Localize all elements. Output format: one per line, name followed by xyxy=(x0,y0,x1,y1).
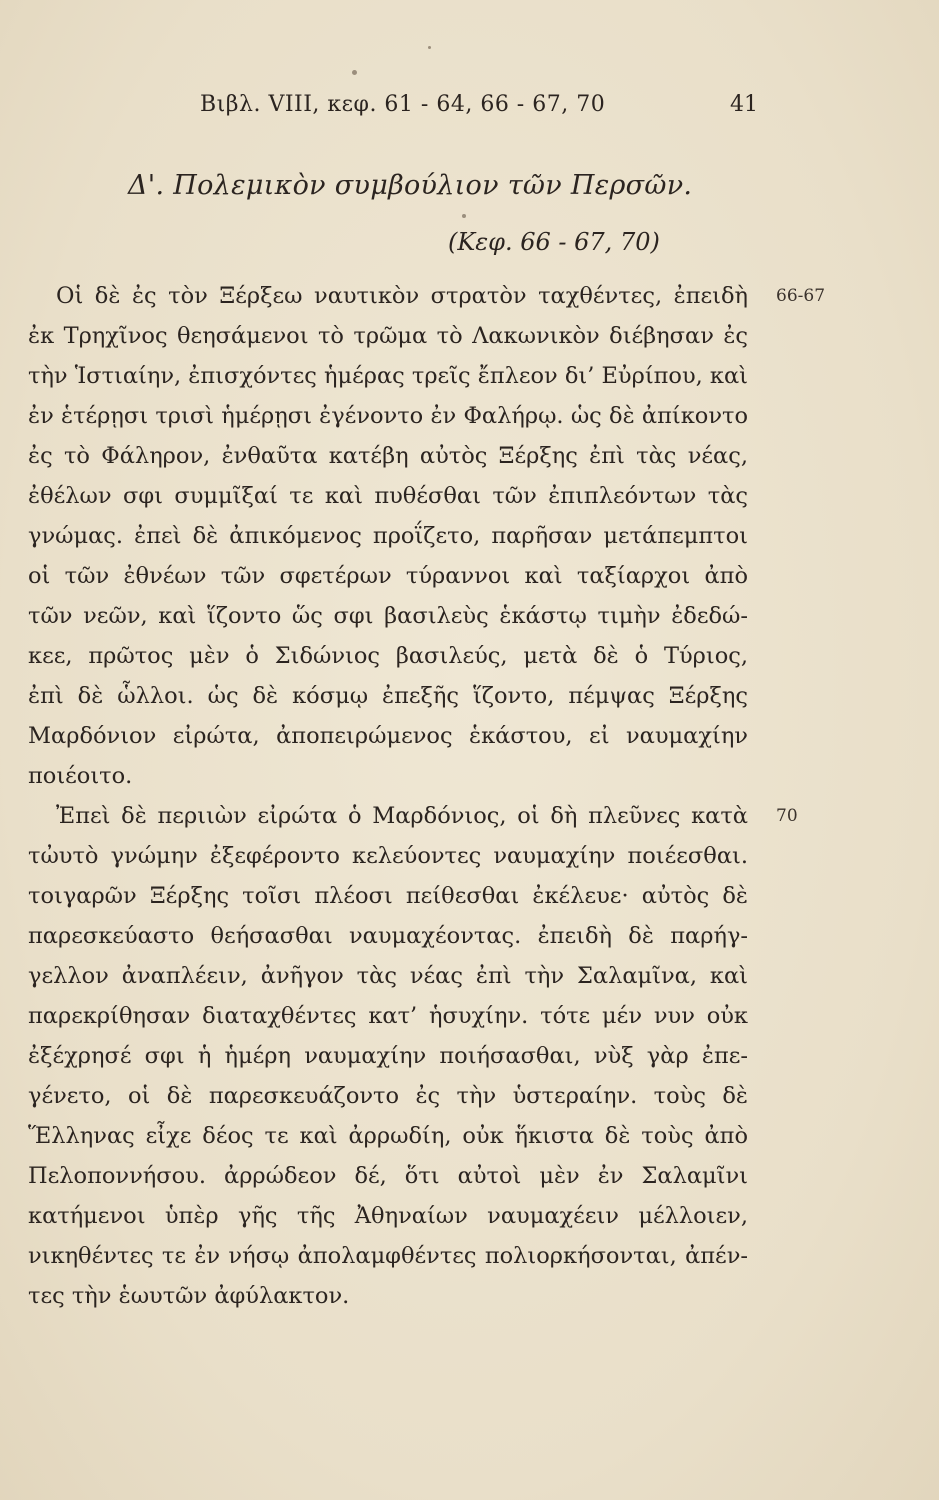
running-head-title: Βιβλ. VIII, κεφ. 61 - 64, 66 - 67, 70 xyxy=(200,92,606,117)
text-line-content: οἱ τῶν ἐθνέων τῶν σφετέρων τύραννοι καὶ ταξίαρχοι ἀπὸ xyxy=(28,563,748,589)
text-line-content: ἐπὶ δὲ ὧλλοι. ὡς δὲ κόσμῳ ἐπεξῆς ἵζοντο, πέμψας Ξέρξης xyxy=(28,683,748,709)
text-line xyxy=(28,956,768,996)
text-line-content: γένετο, οἱ δὲ παρεσκευάζοντο ἐς τὴν ὑστεραίην. τοὺς δὲ xyxy=(28,1083,748,1109)
text-line xyxy=(28,516,768,556)
text-line-content: ἐκ Τρηχῖνος θεησάμενοι τὸ τρῶμα τὸ Λακωνικὸν διέβησαν ἐς xyxy=(28,323,748,349)
text-line xyxy=(28,596,768,636)
text-line-content: τες τὴν ἑωυτῶν ἀφύλακτον. xyxy=(28,1283,350,1309)
text-line-content: γνώμας. ἐπεὶ δὲ ἀπικόμενος προΐζετο, παρῆσαν μετάπεμπτοι xyxy=(28,523,748,549)
text-line-content: Μαρδόνιον εἰρώτα, ἀποπειρώμενος ἑκάστου, εἰ ναυμαχίην xyxy=(28,723,748,749)
paper-speck xyxy=(352,70,357,75)
text-line xyxy=(28,716,768,756)
text-line xyxy=(28,1196,768,1236)
text-line-content: νικηθέντες τε ἐν νήσῳ ἀπολαμφθέντες πολιορκήσονται, ἀπέν- xyxy=(28,1243,748,1269)
text-line-content: κεε, πρῶτος μὲν ὁ Σιδώνιος βασιλεύς, μετὰ δὲ ὁ Τύριος, xyxy=(28,643,748,669)
text-line xyxy=(28,396,768,436)
text-line xyxy=(28,1276,768,1316)
text-line-content: ποιέοιτο. xyxy=(28,763,133,789)
text-line xyxy=(28,876,768,916)
body-text xyxy=(28,276,826,1316)
text-line-content: ἐθέλων σφι συμμῖξαί τε καὶ πυθέσθαι τῶν ἐπιπλεόντων τὰς xyxy=(28,483,748,509)
text-line xyxy=(28,276,826,316)
text-line-content: τὠυτὸ γνώμην ἐξεφέροντο κελεύοντες ναυμαχίην ποιέεσθαι. xyxy=(28,843,748,869)
text-line xyxy=(28,1036,768,1076)
text-line-content: παρεσκεύαστο θεήσασθαι ναυμαχέοντας. ἐπειδὴ δὲ παρήγ- xyxy=(28,923,748,949)
text-line-content: Ἐπεὶ δὲ περιιὼν εἰρώτα ὁ Μαρδόνιος, οἱ δὴ πλεῦνες κατὰ xyxy=(56,803,748,829)
text-line xyxy=(28,996,768,1036)
text-line-content: ἐν ἑτέρῃσι τρισὶ ἡμέρῃσι ἐγένοντο ἐν Φαλήρῳ. ὡς δὲ ἀπίκοντο xyxy=(28,403,748,429)
text-line xyxy=(28,836,768,876)
text-line xyxy=(28,436,768,476)
running-head xyxy=(0,92,939,124)
text-line xyxy=(28,476,768,516)
text-line xyxy=(28,1076,768,1116)
text-line xyxy=(28,796,798,836)
text-line-content: ἐς τὸ Φάληρον, ἐνθαῦτα κατέβη αὐτὸς Ξέρξης ἐπὶ τὰς νέας, xyxy=(28,443,748,469)
text-line-content: γελλον ἀναπλέειν, ἀνῆγον τὰς νέας ἐπὶ τὴν Σαλαμῖνα, καὶ xyxy=(28,963,748,989)
text-line-content: τὴν Ἱστιαίην, ἐπισχόντες ἡμέρας τρεῖς ἔπλεον δι’ Εὐρίπου, καὶ xyxy=(28,363,748,389)
paper-speck xyxy=(462,214,466,218)
paper-speck xyxy=(428,46,431,49)
text-line xyxy=(28,1236,768,1276)
text-line-content: τοιγαρῶν Ξέρξης τοῖσι πλέοσι πείθεσθαι ἐκέλευε· αὐτὸς δὲ xyxy=(28,883,748,909)
text-line xyxy=(28,756,768,796)
text-line-content: κατήμενοι ὑπὲρ γῆς τῆς Ἀθηναίων ναυμαχέειν μέλλοιεν, xyxy=(28,1203,748,1229)
section-subheading: (Κεφ. 66 - 67, 70) xyxy=(448,228,660,256)
page-number: 41 xyxy=(730,92,758,117)
text-line xyxy=(28,636,768,676)
text-line-content: παρεκρίθησαν διαταχθέντες κατ’ ἡσυχίην. τότε μέν νυν οὐκ xyxy=(28,1003,748,1029)
text-line xyxy=(28,356,768,396)
text-line xyxy=(28,676,768,716)
text-line xyxy=(28,1116,768,1156)
text-line-content: τῶν νεῶν, καὶ ἵζοντο ὥς σφι βασιλεὺς ἑκάστῳ τιμὴν ἐδεδώ- xyxy=(28,603,748,629)
text-line xyxy=(28,916,768,956)
section-heading: Δ'. Πολεμικὸν συμβούλιον τῶν Περσῶν. xyxy=(128,170,693,201)
margin-chapter-ref: 70 xyxy=(776,806,798,826)
text-line xyxy=(28,316,768,356)
text-line-content: Ἕλληνας εἶχε δέος τε καὶ ἀρρωδίη, οὐκ ἥκιστα δὲ τοὺς ἀπὸ xyxy=(28,1123,748,1149)
margin-chapter-ref: 66-67 xyxy=(776,286,826,306)
text-line xyxy=(28,556,768,596)
text-line-content: ἐξέχρησέ σφι ἡ ἡμέρη ναυμαχίην ποιήσασθαι, νὺξ γὰρ ἐπε- xyxy=(28,1043,748,1069)
text-line xyxy=(28,1156,768,1196)
text-line-content: Οἱ δὲ ἐς τὸν Ξέρξεω ναυτικὸν στρατὸν ταχθέντες, ἐπειδὴ xyxy=(56,283,748,309)
text-line-content: Πελοποννήσου. ἀρρώδεον δέ, ὅτι αὐτοὶ μὲν ἐν Σαλαμῖνι xyxy=(28,1163,748,1189)
